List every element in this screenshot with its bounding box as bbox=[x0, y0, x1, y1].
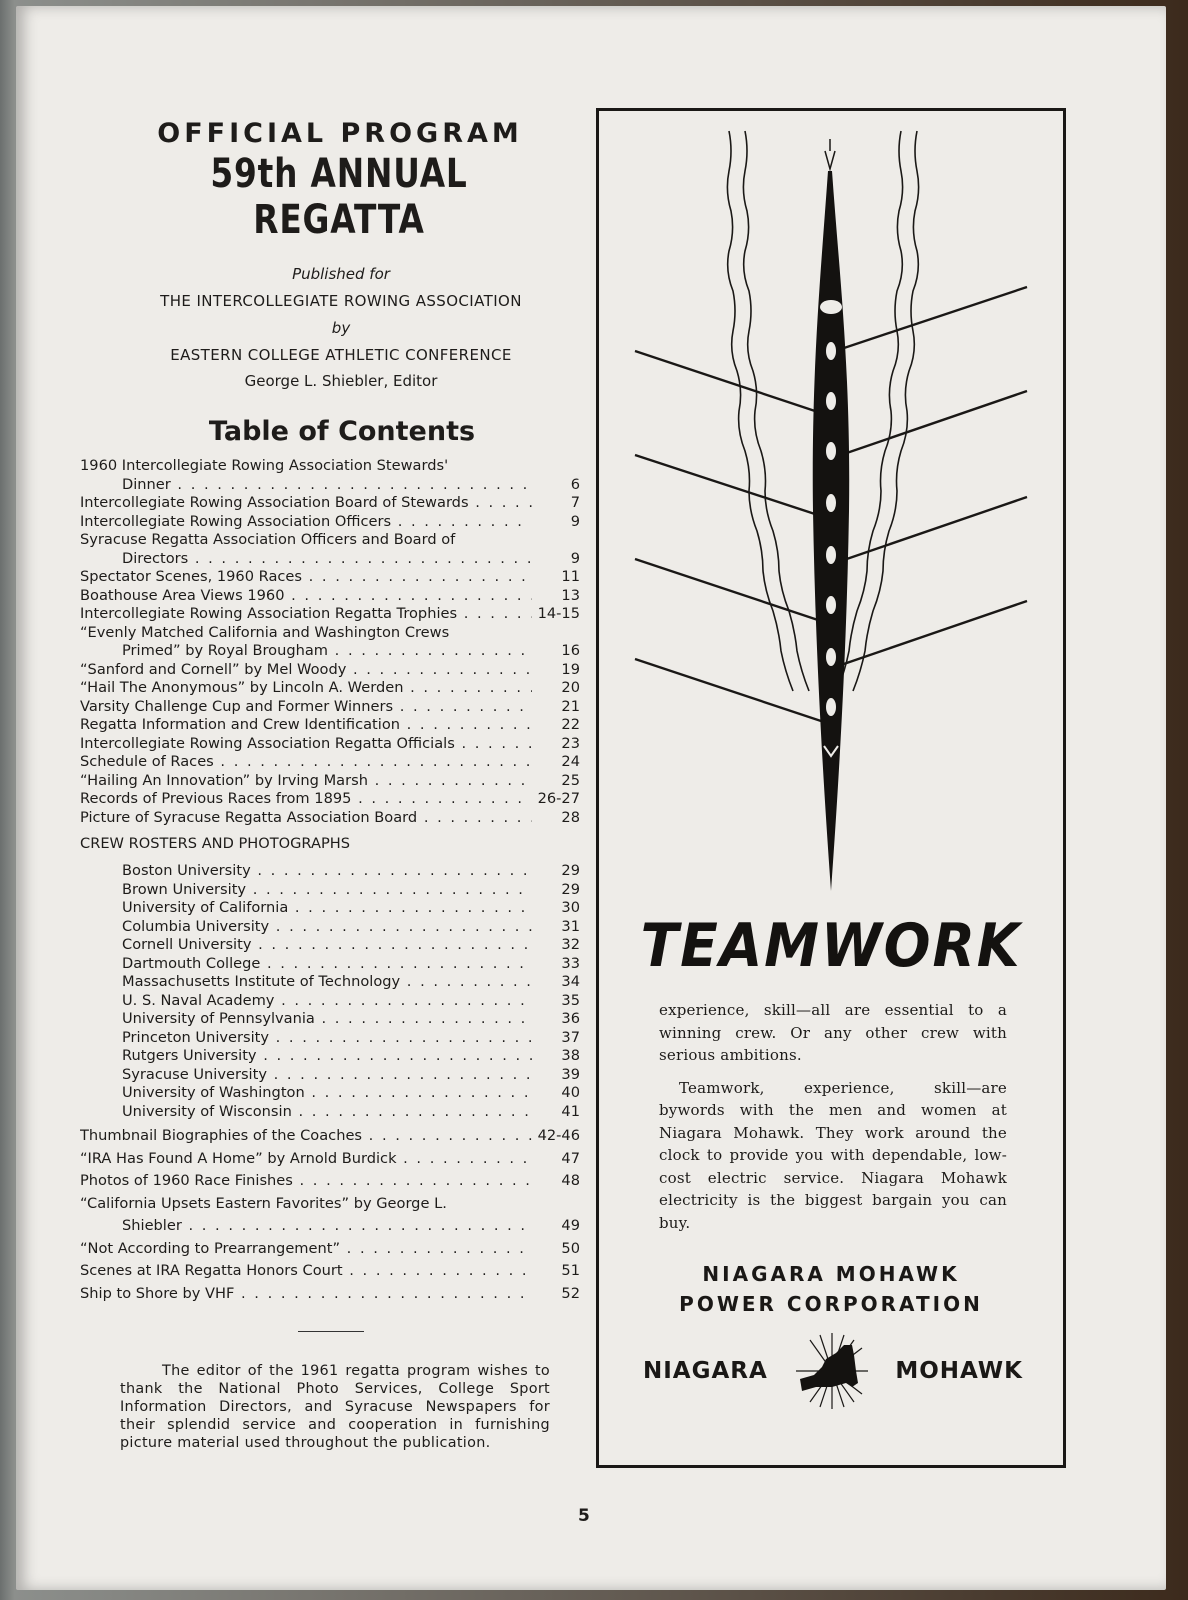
toc-entry-page: 26-27 bbox=[537, 790, 580, 807]
toc-entry-page: 24 bbox=[561, 753, 580, 770]
page-number: 5 bbox=[578, 1506, 590, 1526]
niagara-mohawk-logo bbox=[643, 1331, 1023, 1411]
ad-headline: TEAMWORK bbox=[640, 911, 1022, 981]
publisher-name: EASTERN COLLEGE ATHLETIC CONFERENCE bbox=[170, 346, 512, 364]
toc-entry-page: 47 bbox=[561, 1149, 580, 1167]
toc-entry-page: 19 bbox=[561, 660, 580, 678]
toc-entry-page: 51 bbox=[561, 1262, 580, 1279]
toc-entry bbox=[80, 550, 580, 569]
program-subtitle: 59th ANNUAL REGATTA bbox=[210, 151, 468, 243]
toc-entry-page: 25 bbox=[561, 771, 580, 789]
toc-entry-title: University of Wisconsin . . bbox=[80, 1103, 532, 1122]
toc-entry-title: Dinner . . bbox=[80, 476, 532, 495]
toc-entry-title: Primed” by Royal Brougham . . bbox=[80, 642, 532, 661]
toc-entry-title: Dartmouth College . . bbox=[80, 955, 532, 974]
toc-entry-page: 28 bbox=[561, 808, 580, 826]
toc-entry-page: 34 bbox=[561, 973, 580, 990]
toc-entry-title: Cornell University . . bbox=[80, 936, 532, 955]
editor-credit: George L. Shiebler, Editor bbox=[244, 372, 438, 390]
toc-entry-page: 38 bbox=[561, 1047, 580, 1064]
toc-entry bbox=[80, 973, 580, 992]
toc-entry-page: 11 bbox=[561, 568, 580, 585]
toc-entry bbox=[80, 494, 580, 513]
toc-entry-page: 41 bbox=[561, 1102, 580, 1120]
ad-paragraph-2: Teamwork, experience, skill—are bywords with the men and women at Niagara Mohawk. They work around the clock to provide you with dependable, low-cost electric service. Niagara Mohawk electricity is the biggest bargain you can buy. bbox=[659, 1078, 1007, 1232]
toc-entry-title: University of Washington . . bbox=[80, 1084, 532, 1103]
rosters-heading: CREW ROSTERS AND PHOTOGRAPHS bbox=[80, 835, 351, 852]
toc-entry-title: Shiebler . . bbox=[80, 1215, 532, 1238]
toc-entry-title: Thumbnail Biographies of the Coaches . . bbox=[80, 1125, 532, 1148]
toc-entry-page: 33 bbox=[561, 954, 580, 972]
toc-entry bbox=[80, 1283, 580, 1306]
toc-entry-page: 36 bbox=[561, 1010, 580, 1027]
toc-entry bbox=[80, 881, 580, 900]
toc-entry bbox=[80, 1047, 580, 1066]
toc-entry-page: 23 bbox=[561, 734, 580, 752]
toc-entry-title: Spectator Scenes, 1960 Races . . bbox=[80, 568, 532, 587]
toc-entry bbox=[80, 772, 580, 791]
toc-entry-page: 13 bbox=[561, 586, 580, 604]
toc-entry-page: 14-15 bbox=[537, 605, 580, 622]
toc-main-list bbox=[80, 457, 580, 827]
toc-entry-title: U. S. Naval Academy . . bbox=[80, 992, 532, 1011]
toc-entry bbox=[80, 790, 580, 809]
acknowledgement-text: The editor of the 1961 regatta program wishes to thank the National Photo Services, College Sport Information Directors, and Syracuse Newspapers for their splendid service and cooperation in furnishing picture material used throughout the publication. bbox=[120, 1363, 550, 1451]
company-line-1: NIAGARA MOHAWK bbox=[702, 1262, 960, 1286]
toc-entry-title: “Hailing An Innovation” by Irving Marsh . . bbox=[80, 772, 532, 791]
toc-entry bbox=[80, 1066, 580, 1085]
rowing-shell-icon bbox=[599, 111, 1063, 911]
toc-entry bbox=[80, 918, 580, 937]
toc-entry bbox=[80, 716, 580, 735]
toc-entry bbox=[80, 587, 580, 606]
toc-entry-page: 50 bbox=[561, 1239, 580, 1257]
toc-entry bbox=[80, 642, 580, 661]
toc-entry-page: 30 bbox=[561, 899, 580, 916]
toc-entry bbox=[80, 698, 580, 717]
logo-left-text: NIAGARA bbox=[643, 1358, 768, 1384]
toc-entry bbox=[80, 1084, 580, 1103]
toc-entry-page: 9 bbox=[570, 549, 580, 567]
toc-entry-page: 48 bbox=[561, 1172, 580, 1189]
toc-entry-title: Intercollegiate Rowing Association Regatta Trophies . . bbox=[80, 605, 532, 624]
toc-entry-title: Rutgers University . . bbox=[80, 1047, 532, 1066]
toc-entry-title: Scenes at IRA Regatta Honors Court . . bbox=[80, 1260, 532, 1283]
toc-entry bbox=[80, 1260, 580, 1283]
toc-entry bbox=[80, 1170, 580, 1193]
toc-entry-page: 31 bbox=[561, 917, 580, 935]
toc-entry bbox=[80, 1215, 580, 1238]
toc-entry-page: 6 bbox=[570, 475, 580, 493]
new-york-state-sunburst-icon bbox=[792, 1331, 872, 1411]
toc-entry-title: University of Pennsylvania . . bbox=[80, 1010, 532, 1029]
toc-entry bbox=[80, 753, 580, 772]
ad-company-name bbox=[599, 1259, 1063, 1319]
toc-entry bbox=[80, 899, 580, 918]
toc-entry-page: 16 bbox=[561, 642, 580, 659]
toc-entry-title: “Hail The Anonymous” by Lincoln A. Werden . . bbox=[80, 679, 532, 698]
toc-entry bbox=[80, 809, 580, 828]
toc-entry-page: 22 bbox=[561, 716, 580, 733]
toc-entry bbox=[80, 992, 580, 1011]
toc-entry bbox=[80, 679, 580, 698]
toc-after-list bbox=[80, 1125, 580, 1305]
toc-entry bbox=[80, 862, 580, 881]
toc-entry-title-start: “Evenly Matched California and Washington Crews bbox=[80, 623, 450, 641]
program-info-column bbox=[80, 118, 580, 1452]
toc-entry-page: 29 bbox=[561, 862, 580, 879]
toc-entry-page: 21 bbox=[561, 697, 580, 715]
toc-entry-page: 52 bbox=[561, 1284, 580, 1302]
toc-entry-page: 20 bbox=[561, 679, 580, 696]
toc-entry bbox=[80, 476, 580, 495]
toc-entry-title-start: “California Upsets Eastern Favorites” by George L. bbox=[80, 1194, 447, 1212]
toc-entry-title: Ship to Shore by VHF . . bbox=[80, 1283, 532, 1306]
toc-entry-title: Massachusetts Institute of Technology . . bbox=[80, 973, 532, 992]
toc-entry bbox=[80, 513, 580, 532]
section-divider bbox=[298, 1331, 364, 1332]
toc-entry-page: 9 bbox=[570, 512, 580, 530]
niagara-mohawk-advertisement bbox=[596, 108, 1066, 1468]
program-page bbox=[16, 6, 1166, 1590]
toc-entry bbox=[80, 1029, 580, 1048]
toc-entry-title: Columbia University . . bbox=[80, 918, 532, 937]
toc-entry-page: 7 bbox=[570, 494, 580, 511]
toc-entry bbox=[80, 1148, 580, 1171]
toc-entry-title-start: Syracuse Regatta Association Officers and Board of bbox=[80, 531, 456, 548]
toc-entry bbox=[80, 1238, 580, 1261]
toc-entry-page: 49 bbox=[561, 1217, 580, 1234]
toc-entry-title: Boston University . . bbox=[80, 862, 532, 881]
toc-entry-page: 40 bbox=[561, 1084, 580, 1101]
toc-entry bbox=[80, 568, 580, 587]
toc-entry-title: Picture of Syracuse Regatta Association Board . . bbox=[80, 809, 532, 828]
toc-entry bbox=[80, 936, 580, 955]
toc-entry-title: Brown University . . bbox=[80, 881, 532, 900]
by-label: by bbox=[331, 319, 351, 337]
toc-entry-title: Regatta Information and Crew Identification . . bbox=[80, 716, 532, 735]
toc-entry bbox=[80, 661, 580, 680]
toc-entry-title: Schedule of Races . . bbox=[80, 753, 532, 772]
toc-entry bbox=[80, 1103, 580, 1122]
toc-entry bbox=[80, 1010, 580, 1029]
toc-entry bbox=[80, 955, 580, 974]
toc-entry-page: 29 bbox=[561, 880, 580, 898]
toc-entry-title: Records of Previous Races from 1895 . . bbox=[80, 790, 532, 809]
toc-entry bbox=[80, 1125, 580, 1148]
toc-entry-title: Princeton University . . bbox=[80, 1029, 532, 1048]
toc-entry-page: 37 bbox=[561, 1028, 580, 1046]
toc-entry-title: Intercollegiate Rowing Association Officers . . bbox=[80, 513, 532, 532]
toc-entry-title: “IRA Has Found A Home” by Arnold Burdick . . bbox=[80, 1148, 532, 1171]
program-title: OFFICIAL PROGRAM bbox=[157, 118, 523, 149]
toc-entry-page: 42-46 bbox=[537, 1127, 580, 1144]
toc-entry-page: 35 bbox=[561, 991, 580, 1009]
toc-heading: Table of Contents bbox=[208, 416, 476, 447]
toc-entry-title-start: 1960 Intercollegiate Rowing Association Stewards' bbox=[80, 457, 449, 474]
toc-entry-title: Intercollegiate Rowing Association Board of Stewards . . bbox=[80, 494, 532, 513]
ad-body-copy bbox=[659, 999, 1007, 1234]
toc-entry-title: Boathouse Area Views 1960 . . bbox=[80, 587, 532, 606]
toc-entry-title: Photos of 1960 Race Finishes . . bbox=[80, 1170, 532, 1193]
toc-entry-title: “Sanford and Cornell” by Mel Woody . . bbox=[80, 661, 532, 680]
toc-entry-title: University of California . . bbox=[80, 899, 532, 918]
company-line-2: POWER CORPORATION bbox=[679, 1292, 983, 1316]
toc-entry-title: Varsity Challenge Cup and Former Winners . . bbox=[80, 698, 532, 717]
logo-right-text: MOHAWK bbox=[895, 1358, 1023, 1384]
toc-rosters-list bbox=[80, 862, 580, 1121]
toc-entry bbox=[80, 735, 580, 754]
toc-entry-title: Syracuse University . . bbox=[80, 1066, 532, 1085]
toc-entry bbox=[80, 605, 580, 624]
toc-entry-title: Directors . . bbox=[80, 550, 532, 569]
association-name: THE INTERCOLLEGIATE ROWING ASSOCIATION bbox=[160, 292, 522, 310]
toc-entry-page: 39 bbox=[561, 1065, 580, 1083]
toc-entry-title: “Not According to Prearrangement” . . bbox=[80, 1238, 532, 1261]
published-for-label: Published for bbox=[292, 265, 390, 283]
toc-entry-title: Intercollegiate Rowing Association Regatta Officials . . bbox=[80, 735, 532, 754]
ad-paragraph-1: experience, skill—all are essential to a winning crew. Or any other crew with serious ambitions. bbox=[659, 1001, 1007, 1064]
toc-entry-page: 32 bbox=[561, 936, 580, 953]
